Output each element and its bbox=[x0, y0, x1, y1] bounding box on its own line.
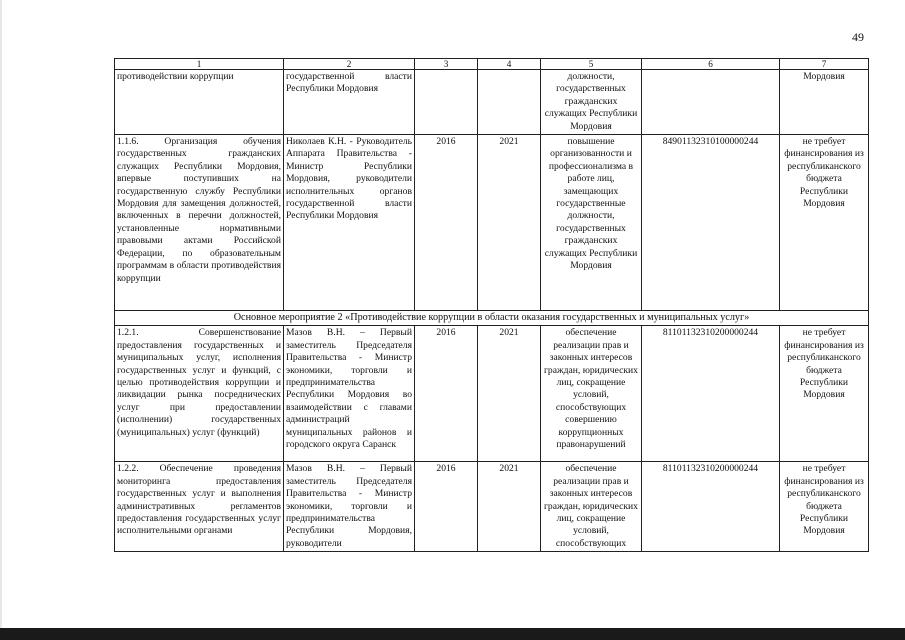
cell-financing: не требует финансирования из республиканского бюджета Республики Мордовия bbox=[780, 462, 869, 552]
header-col-6: 6 bbox=[642, 59, 780, 70]
cell-financing: не требует финансирования из республиканского бюджета Республики Мордовия bbox=[780, 135, 869, 311]
cell-code: 81101132310200000244 bbox=[642, 462, 780, 552]
section-heading-row bbox=[115, 311, 869, 326]
cell-end-year: 2021 bbox=[478, 135, 541, 311]
header-col-1: 1 bbox=[115, 59, 284, 70]
measures-table bbox=[114, 58, 869, 552]
cell-result: должности, государственных гражданских служащих Республики Мордовия bbox=[541, 70, 642, 135]
page-number: 49 bbox=[852, 30, 864, 44]
table-row bbox=[115, 135, 869, 311]
cell-start-year: 2016 bbox=[415, 326, 478, 462]
table-row bbox=[115, 70, 869, 135]
cell-responsible: государственной власти Республики Мордовия bbox=[284, 70, 415, 135]
table-row bbox=[115, 462, 869, 552]
cell-measure: 1.2.2. Обеспечение проведения мониторинга предоставления государственных услуг и выполнения административных регламентов предоставления государственных услуг исполнительными органами bbox=[115, 462, 284, 552]
cell-start-year: 2016 bbox=[415, 462, 478, 552]
cell-end-year bbox=[478, 70, 541, 135]
scan-bottom-border bbox=[0, 628, 905, 640]
cell-result: обеспечение реализации прав и законных интересов граждан, юридических лиц, сокращение условий, способствующих bbox=[541, 462, 642, 552]
cell-result: повышение организованности и профессионализма в работе лиц, замещающих государственные должности, государственных гражданских служащих Республики Мордовия bbox=[541, 135, 642, 311]
cell-responsible: Мазов В.Н. – Первый заместитель Председателя Правительства - Министр экономики, торговли и предпринимательства Республики Мордовия, руководители bbox=[284, 462, 415, 552]
cell-code: 84901132310100000244 bbox=[642, 135, 780, 311]
cell-end-year: 2021 bbox=[478, 462, 541, 552]
header-col-4: 4 bbox=[478, 59, 541, 70]
cell-start-year bbox=[415, 70, 478, 135]
header-col-2: 2 bbox=[284, 59, 415, 70]
cell-measure: 1.2.1. Совершенствование предоставления государственных и муниципальных услуг, исполнения государственных услуг и функций, с целью противодействия коррупции и ликвидации рынка посреднических услуг при предоставлении (исполнении) государственных (муниципальных) услуг (функций) bbox=[115, 326, 284, 462]
cell-measure: 1.1.6. Организация обучения государственных гражданских служащих Республики Мордовия, впервые поступивших на государственную службу Республики Мордовия для замещения должностей, включенных в перечни должностей, установленные нормативными правовыми актами Российской Федерации, по образовательным программам в области противодействия коррупции bbox=[115, 135, 284, 311]
cell-result: обеспечение реализации прав и законных интересов граждан, юридических лиц, сокращение условий, способствующих совершению коррупционных правонарушений bbox=[541, 326, 642, 462]
cell-responsible: Николаев К.Н. - Руководитель Аппарата Правительства - Министр Республики Мордовия, руководители исполнительных органов государственной власти Республики Мордовия bbox=[284, 135, 415, 311]
cell-start-year: 2016 bbox=[415, 135, 478, 311]
cell-financing: Мордовия bbox=[780, 70, 869, 135]
cell-measure: противодействии коррупции bbox=[115, 70, 284, 135]
header-col-3: 3 bbox=[415, 59, 478, 70]
cell-code: 81101132310200000244 bbox=[642, 326, 780, 462]
cell-financing: не требует финансирования из республиканского бюджета Республики Мордовия bbox=[780, 326, 869, 462]
section-title: Основное мероприятие 2 «Противодействие коррупции в области оказания государственных и муниципальных услуг» bbox=[115, 311, 869, 326]
scan-edge bbox=[0, 0, 2, 640]
cell-end-year: 2021 bbox=[478, 326, 541, 462]
table-row bbox=[115, 326, 869, 462]
header-col-5: 5 bbox=[541, 59, 642, 70]
cell-responsible: Мазов В.Н. – Первый заместитель Председателя Правительства - Министр экономики, торговли и предпринимательства Республики Мордовия во взаимодействии с главами администраций муниципальных районов и городского округа Саранск bbox=[284, 326, 415, 462]
header-col-7: 7 bbox=[780, 59, 869, 70]
table-header-row bbox=[115, 59, 869, 70]
cell-code bbox=[642, 70, 780, 135]
